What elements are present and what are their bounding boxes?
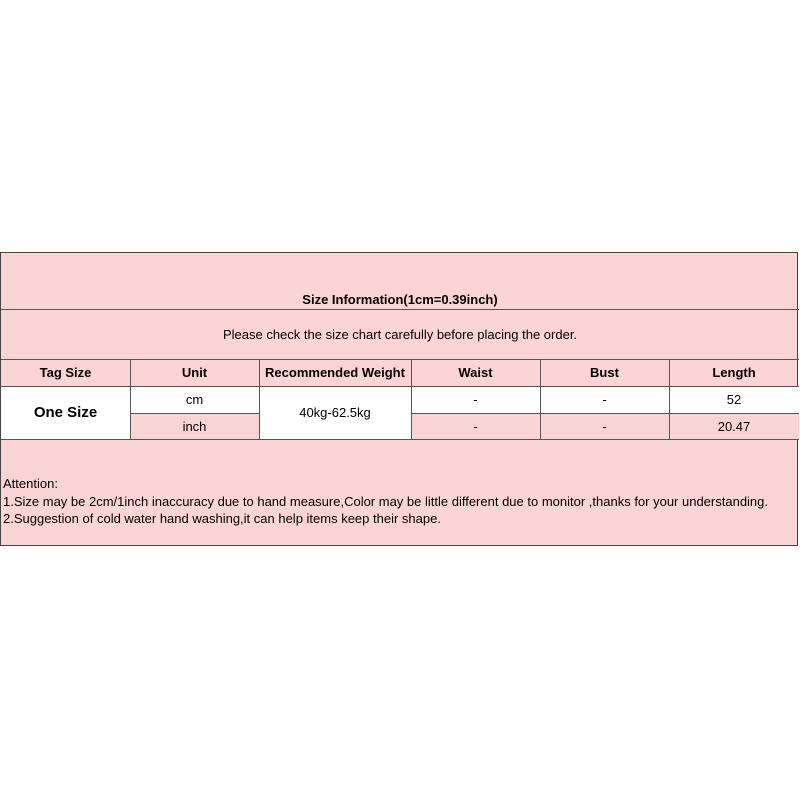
- grid-line: [130, 359, 131, 439]
- grid-line: [1, 386, 799, 387]
- order-notice: Please check the size chart carefully before placing the order.: [222, 326, 578, 342]
- header-bust: Bust: [590, 365, 619, 380]
- grid-line: [411, 413, 799, 414]
- grid-line: [540, 359, 541, 439]
- attention-note-2: 2.Suggestion of cold water hand washing,it can help items keep their shape.: [3, 511, 441, 526]
- header-waist: Waist: [458, 365, 493, 380]
- length-cm: 52: [669, 386, 799, 413]
- grid-line: [259, 359, 260, 439]
- tag-size-value: One Size: [1, 386, 130, 439]
- length-inch: 20.47: [669, 413, 799, 439]
- attention-notes: [3, 475, 793, 528]
- grid-line: [1, 439, 799, 440]
- unit-inch: inch: [130, 413, 259, 439]
- unit-cm: cm: [130, 386, 259, 413]
- recommended-weight-value: 40kg-62.5kg: [259, 386, 411, 439]
- attention-heading: Attention:: [3, 476, 58, 491]
- size-info-title: Size Information(1cm=0.39inch): [302, 292, 498, 307]
- grid-line: [130, 413, 259, 414]
- header-length: Length: [712, 365, 756, 380]
- bust-cm: -: [540, 386, 669, 413]
- header-unit: Unit: [181, 365, 208, 380]
- grid-line: [669, 359, 670, 439]
- header-recommended-weight: Recommended Weight: [265, 365, 405, 380]
- bust-inch: -: [540, 413, 669, 439]
- grid-line: [411, 359, 412, 439]
- size-chart-sheet: [0, 252, 798, 546]
- waist-inch: -: [411, 413, 540, 439]
- waist-cm: -: [411, 386, 540, 413]
- header-tag-size: Tag Size: [39, 365, 92, 380]
- attention-note-1: 1.Size may be 2cm/1inch inaccuracy due to hand measure,Color may be little different due to monitor ,thanks for your understanding.: [3, 493, 769, 509]
